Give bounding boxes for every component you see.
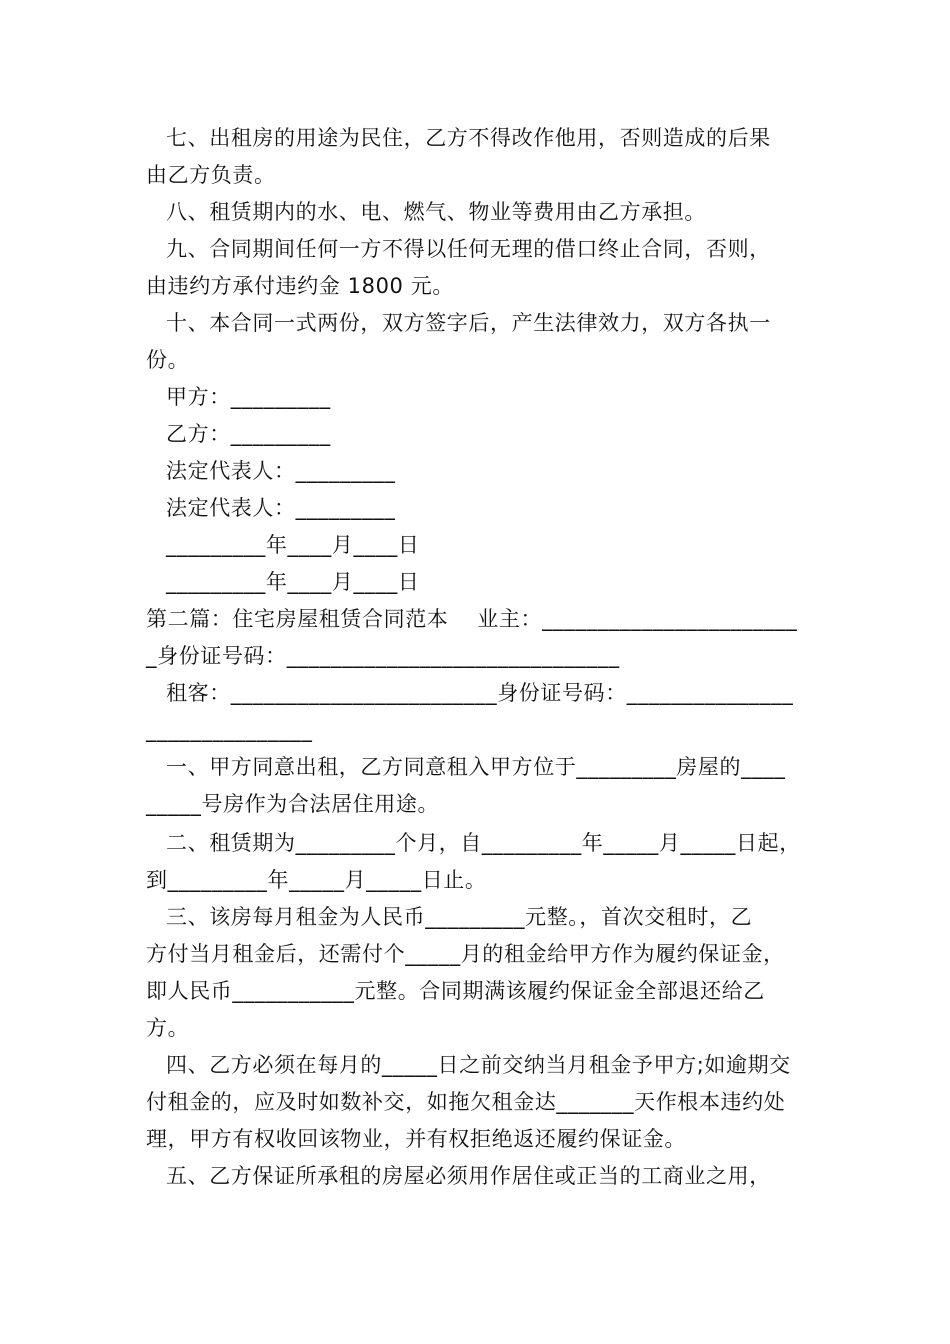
clause-3-line-1: 三、该房每月租金为人民币_________元整。，首次交租时，乙 <box>166 905 753 929</box>
clause-4-line-1: 四、乙方必须在每月的_____日之前交纳当月租金予甲方;如逾期交 <box>166 1053 791 1077</box>
owner-id-line: _身份证号码：______________________________ <box>146 644 620 668</box>
tenant-id-continuation: _______________ <box>146 718 313 742</box>
clause-3-line-2: 方付当月租金后，还需付个_____月的租金给甲方作为履约保证金， <box>146 942 785 966</box>
clause-5-line-1: 五、乙方保证所承租的房屋必须用作居住或正当的工商业之用， <box>166 1164 771 1188</box>
clause-9-line-2: 由违约方承付违约金 1800 元。 <box>146 274 454 298</box>
clause-3-line-4: 方。 <box>146 1016 190 1040</box>
clause-1-line-2: _____号房作为合法居住用途。 <box>146 792 440 816</box>
clause-10-line-2: 份。 <box>146 348 190 372</box>
clause-7-line-1: 七、出租房的用途为民住，乙方不得改作他用，否则造成的后果 <box>166 126 771 150</box>
clause-8: 八、租赁期内的水、电、燃气、物业等费用由乙方承担。 <box>166 200 706 224</box>
date-line-2: _________年____月____日 <box>166 570 420 594</box>
party-a-signature: 甲方：_________ <box>166 385 331 409</box>
section-two-heading: 第二篇：住宅房屋租赁合同范本 业主：_______________________ <box>146 607 798 631</box>
party-b-signature: 乙方：_________ <box>166 422 331 446</box>
clause-4-line-2: 付租金的，应及时如数补交，如拖欠租金达_______天作根本违约处 <box>146 1090 786 1114</box>
tenant-line: 租客：________________________身份证号码：_______________ <box>166 681 794 705</box>
legal-rep-2: 法定代表人：_________ <box>166 496 396 520</box>
clause-3-line-3: 即人民币___________元整。合同期满该履约保证金全部退还给乙 <box>146 979 765 1003</box>
clause-2-line-1: 二、租赁期为_________个月，自_________年_____月_____日起， <box>166 831 801 855</box>
clause-2-line-2: 到_________年_____月_____日止。 <box>146 868 487 892</box>
clause-4-line-3: 理，甲方有权收回该物业，并有权拒绝返还履约保证金。 <box>146 1127 686 1151</box>
legal-rep-1: 法定代表人：_________ <box>166 459 396 483</box>
clause-7-line-2: 由乙方负责。 <box>146 163 276 187</box>
date-line-1: _________年____月____日 <box>166 533 420 557</box>
clause-1-line-1: 一、甲方同意出租，乙方同意租入甲方位于_________房屋的____ <box>166 755 786 779</box>
clause-9-line-1: 九、合同期间任何一方不得以任何无理的借口终止合同，否则， <box>166 237 771 261</box>
clause-10-line-1: 十、本合同一式两份，双方签字后，产生法律效力，双方各执一 <box>166 311 771 335</box>
